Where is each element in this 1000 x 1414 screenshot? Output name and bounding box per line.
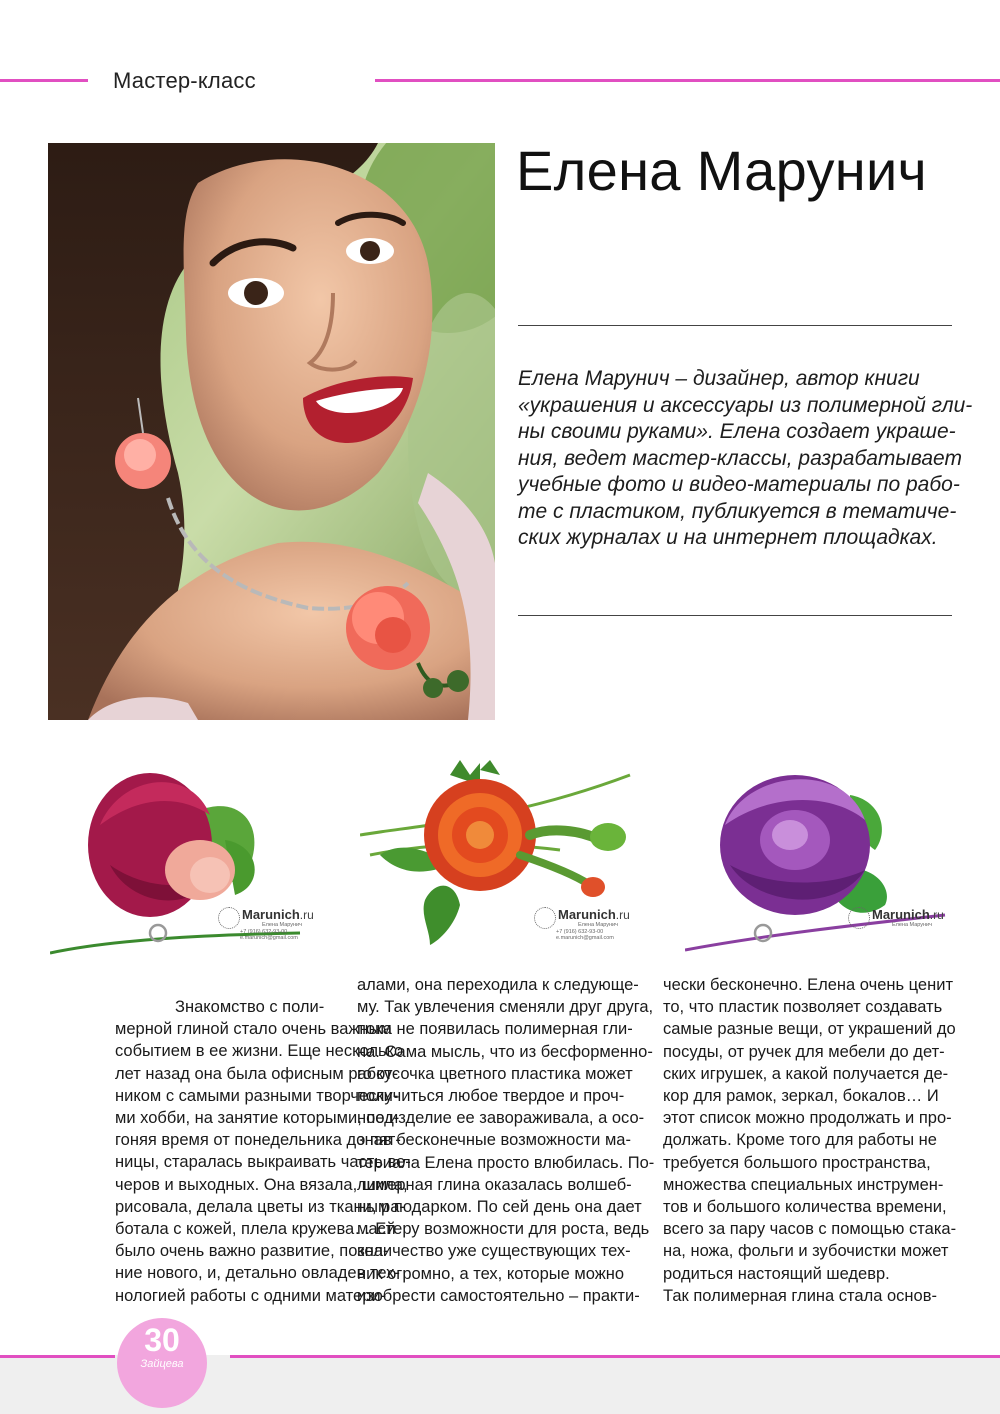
watermark-brand-name: Marunich [242,907,300,922]
divider-bottom [518,615,952,616]
watermark-brand-name: Marunich [558,907,616,922]
body-line: то, что пластик позволяет создавать [663,998,943,1017]
lead-line: ния, ведет мастер-классы, разрабатывает [518,446,962,470]
header-rule-left [0,79,88,82]
author-lead [518,366,973,552]
body-line: гоняя время от понедельника до пят- [115,1131,401,1150]
body-line: териала Елена просто влюбилась. По- [357,1153,655,1172]
watermark-domain: .ru [615,908,630,922]
body-line: Так полимерная глина стала основ- [663,1286,937,1305]
magazine-name: Зайцева [140,1358,184,1370]
page-number: 30 [144,1322,180,1358]
body-line: получиться любое твердое и проч- [357,1087,625,1106]
watermark-phone: +7 (916) 632-93-00 [240,928,288,935]
body-line: на. Сама мысль, что из бесформенно- [357,1042,653,1061]
body-line: требуется большого пространства, [663,1153,931,1172]
watermark-brand [558,907,630,922]
header-rule-right [375,79,1000,82]
lead-line: «украшения и аксессуары из полимерной гли- [518,393,973,417]
lead-line: те с пластиком, публикуется в тематиче- [518,499,957,523]
body-line: событием в ее жизни. Еще несколько [115,1042,404,1061]
watermark-logo-icon [218,907,240,929]
body-column-2 [357,974,654,1307]
body-line: лимерная глина оказалась волшеб- [357,1175,632,1194]
footer-rule-left [0,1355,115,1358]
watermark-domain: .ru [299,908,314,922]
body-line: алами, она переходила к следующе- [357,976,639,994]
section-label: Мастер-класс [113,68,256,93]
body-line: количество уже существующих тех- [357,1242,631,1261]
divider-top [518,325,952,326]
body-line: мерной глиной стало очень важным [115,1020,392,1039]
watermark-owner: Елена Марунич [892,922,932,928]
watermark-brand [872,907,944,922]
footer-rule-right [230,1355,1000,1358]
body-line: ницы, старалась выкраивать часть ве- [115,1153,411,1172]
body-line: должать. Кроме того для работы не [663,1131,937,1150]
body-line: черов и выходных. Она вязала, шила, [115,1175,408,1194]
body-line: ник огромно, а тех, которые можно [357,1264,625,1283]
body-line: го кусочка цветного пластика может [357,1064,633,1083]
body-line: самые разные вещи, от украшений до [663,1020,956,1039]
body-line: ских игрушек, а какой получается де- [663,1064,949,1083]
watermark-details [240,922,302,942]
body-line: ми хобби, на занятие которыми, под- [115,1109,400,1128]
body-line: всего за пару часов с помощью стака- [663,1220,957,1239]
body-line: тов и большого количества времени, [663,1198,947,1217]
body-line: нологией работы с одними матери- [115,1286,387,1305]
body-line: было очень важно развитие, позна- [115,1242,389,1261]
body-line: пока не появилась полимерная гли- [357,1020,633,1039]
lead-line: Елена Марунич – дизайнер, автор книги [518,367,920,390]
watermark-brand-name: Marunich [872,907,930,922]
author-portrait-photo [48,143,495,720]
body-line: му. Так увлечения сменяли друг друга, [357,998,654,1017]
watermark-email: e.marunich@gmail.com [556,935,614,941]
body-line: родиться настоящий шедевр. [663,1264,890,1283]
body-line: этот список можно продолжать и про- [663,1109,952,1128]
body-line: множества специальных инструмен- [663,1175,944,1194]
body-line: ником с самыми разными творчески- [115,1086,399,1105]
body-line: чески бесконечно. Елена очень ценит [663,976,953,994]
lead-line: учебные фото и видео-материалы по рабо- [518,473,960,496]
watermark-logo-icon [848,907,870,929]
body-line: изобрести самостоятельно – практи- [357,1286,640,1305]
watermark-email: e.marunich@gmail.com [240,935,298,941]
watermark-details [556,922,618,942]
watermark-details [870,922,932,929]
lead-line: ских журналах и на интернет площадках. [518,526,938,549]
body-line: посуды, от ручек для мебели до дет- [663,1042,945,1061]
watermark-domain: .ru [929,908,944,922]
body-line: ботала с кожей, плела кружева… Ей [115,1220,396,1239]
body-column-3 [663,974,956,1307]
watermark-phone: +7 (916) 632-93-00 [556,928,604,935]
body-line: ние нового, и, детально овладев тех- [115,1264,400,1283]
watermark-brand [242,907,314,922]
body-line: знав бесконечные возможности ма- [357,1131,631,1150]
body-line: ное изделие ее завораживала, а осо- [357,1109,645,1128]
lead-line: ны своими руками». Елена создает украше- [518,420,956,443]
body-line: рисовала, делала цветы из ткани, ра- [115,1197,405,1216]
body-line: ным подарком. По сей день она дает [357,1198,642,1217]
body-line: кор для рамок, зеркал, бокалов… И [663,1087,939,1106]
body-line: мастеру возможности для роста, ведь [357,1220,650,1239]
watermark-owner: Елена Марунич [578,922,618,928]
body-line: Знакомство с поли- [175,998,325,1016]
author-name: Елена Марунич [516,139,928,202]
watermark-logo-icon [534,907,556,929]
watermark-owner: Елена Марунич [262,922,302,928]
body-line: лет назад она была офисным работ- [115,1064,398,1083]
body-line: на, ножа, фольги и зубочистки может [663,1242,949,1261]
